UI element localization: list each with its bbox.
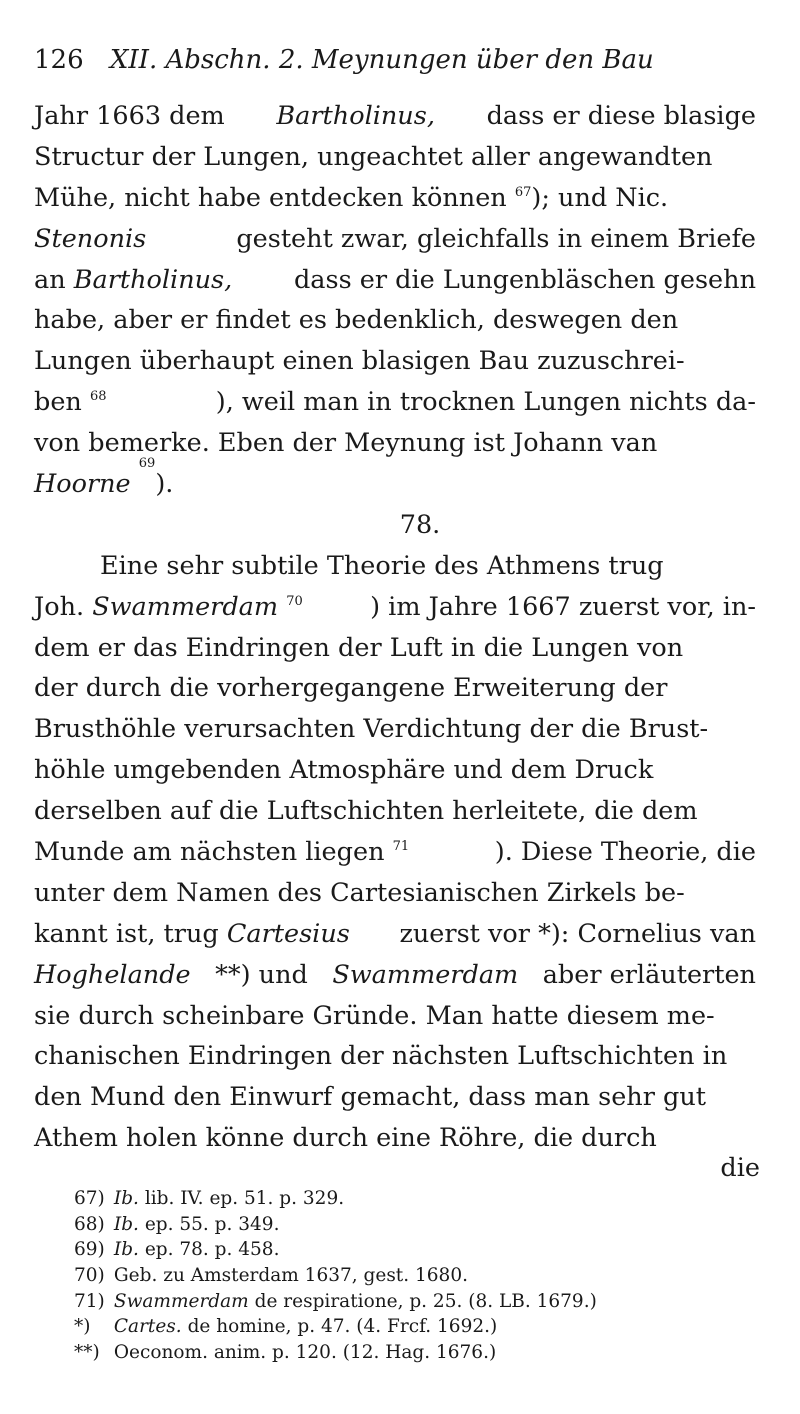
text-line: Munde am nächsten liegen $^{71}$ ). Diese Theorie, die bbox=[34, 837, 756, 868]
footnote: *) Cartes. de homine, p. 47. (4. Frcf. 1692.) bbox=[74, 1316, 498, 1338]
footnote-ref: 69 bbox=[138, 456, 156, 472]
footnote: 71) Swammerdam de respiratione, p. 25. (8. LB. 1679.) bbox=[74, 1290, 597, 1312]
text-line: Joh. Swammerdam $^{70}$ ) im Jahre 1667 zuerst vor, in- bbox=[34, 591, 756, 622]
text-line: Hoorne 69 ). bbox=[34, 464, 756, 505]
text-line: Mühe, nicht habe entdecken können $^{67}$); und Nic. bbox=[34, 182, 669, 213]
text-line: chanischen Eindringen der nächsten Luftschichten in bbox=[34, 1041, 728, 1072]
footnote: **) Oeconom. anim. p. 120. (12. Hag. 1676.) bbox=[74, 1342, 497, 1364]
page-header bbox=[34, 40, 754, 80]
section-number: 78. bbox=[399, 509, 441, 540]
text-line: Brusthöhle verursachten Verdichtung der die Brust- bbox=[34, 714, 709, 745]
text-line: Lungen überhaupt einen blasigen Bau zuzuschrei- bbox=[34, 346, 685, 377]
text-line: höhle umgebenden Atmosphäre und dem Druck bbox=[34, 755, 654, 786]
text-line: sie durch scheinbare Gründe. Man hatte diesem me- bbox=[34, 1000, 715, 1031]
text-line: habe, aber er findet es bedenklich, deswegen den bbox=[34, 305, 679, 336]
text-line: kannt ist, trug Cartesius zuerst vor *): Cornelius van bbox=[34, 918, 756, 949]
footnote: 68) Ib. ep. 55. p. 349. bbox=[74, 1213, 280, 1235]
text-line: unter dem Namen des Cartesianischen Zirkels be- bbox=[34, 877, 685, 908]
text-line: an Bartholinus, dass er die Lungenbläschen gesehn bbox=[34, 264, 756, 295]
footnote-ref: 71 bbox=[392, 839, 410, 855]
body-text bbox=[34, 96, 756, 1159]
text-line: Structur der Lungen, ungeachtet aller angewandten bbox=[34, 141, 713, 172]
text-line: den Mund den Einwurf gemacht, dass man sehr gut bbox=[34, 1082, 707, 1113]
footnote: 67) Ib. lib. IV. ep. 51. p. 329. bbox=[74, 1188, 345, 1209]
footnote-ref: 68 bbox=[89, 389, 107, 405]
footnote: 70) Geb. zu Amsterdam 1637, gest. 1680. bbox=[74, 1265, 468, 1287]
text-line: dem er das Eindringen der Luft in die Lungen von bbox=[34, 632, 684, 663]
text-line: von bemerke. Eben der Meynung ist Johann van bbox=[34, 428, 658, 459]
text-line: Jahr 1663 dem Bartholinus, dass er diese blasige bbox=[34, 101, 756, 131]
text-line: derselben auf die Luftschichten herleitete, die dem bbox=[34, 796, 698, 827]
text-line: ben $^{68}$ ), weil man in trocknen Lungen nichts da- bbox=[34, 387, 756, 418]
text-line: Stenonis gesteht zwar, gleichfalls in einem Briefe bbox=[34, 223, 756, 254]
footnote-ref: 67 bbox=[514, 184, 532, 200]
text-line: der durch die vorhergegangene Erweiterung der bbox=[34, 673, 668, 704]
text-line: Athem holen könne durch eine Röhre, die durch bbox=[34, 1123, 657, 1154]
footnote-ref: 70 bbox=[286, 593, 303, 609]
text-line: Eine sehr subtile Theorie des Athmens trug bbox=[100, 550, 664, 581]
page-number: 126 bbox=[34, 45, 84, 75]
footnotes bbox=[74, 1186, 774, 1366]
running-head: XII. Abschn. 2. Meynungen über den Bau bbox=[109, 45, 654, 75]
catchword: die bbox=[720, 1153, 760, 1183]
footnote: 69) Ib. ep. 78. p. 458. bbox=[74, 1239, 280, 1261]
text-line: Hoghelande **) und Swammerdam aber erläuterten bbox=[34, 959, 756, 990]
